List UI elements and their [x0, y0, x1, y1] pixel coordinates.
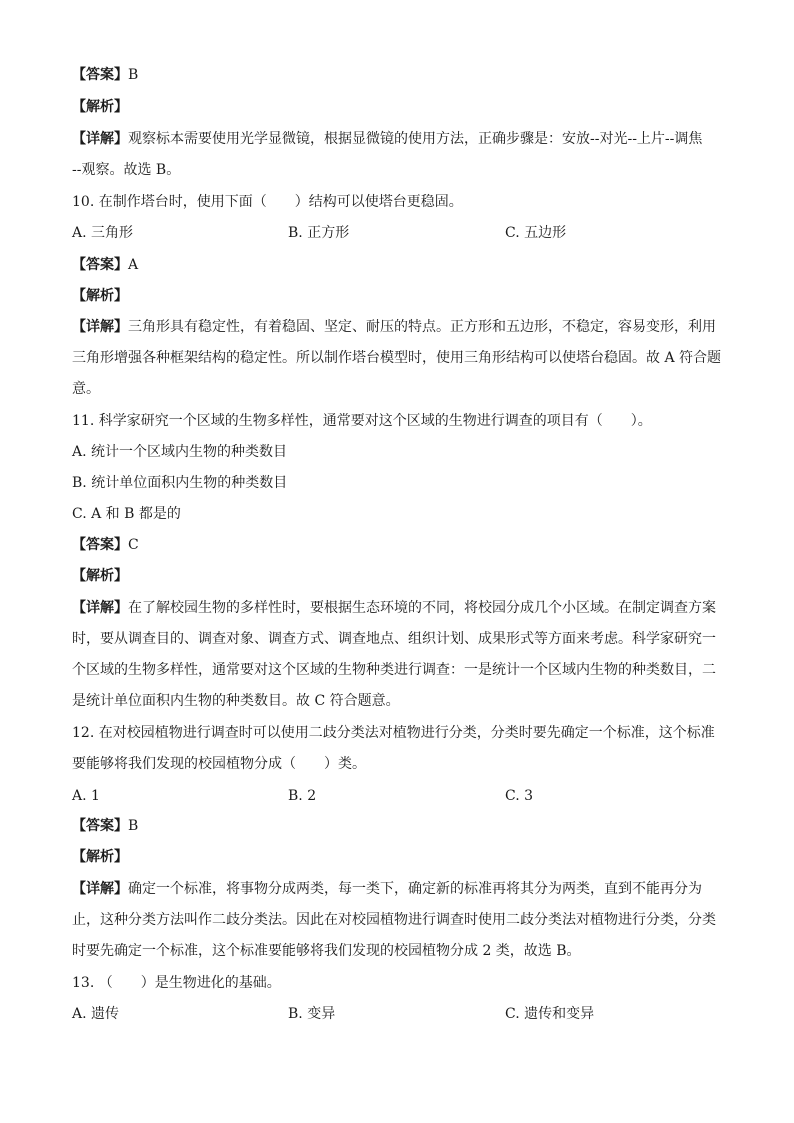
detail-text: 时，要从调查目的、调查对象、调查方式、调查地点、组织计划、成果形式等方面来考虑。科学家研究一 — [72, 631, 716, 647]
answer-line — [72, 816, 138, 836]
answer-value: A — [128, 257, 139, 273]
answer-line — [72, 65, 138, 85]
analysis-line — [72, 286, 128, 306]
analysis-line — [72, 97, 128, 117]
answer-value: B — [128, 818, 139, 834]
question-12: 12. 在对校园植物进行调查时可以使用二歧分类法对植物进行分类，分类时要先确定一个标准，这个标准 — [72, 725, 715, 741]
detail-text: 确定一个标准，将事物分成两类，每一类下，确定新的标准再将其分为两类，直到不能再分为 — [128, 881, 702, 897]
analysis-tag: 【解析】 — [72, 288, 128, 304]
detail-line — [72, 129, 702, 149]
question-11: 11. 科学家研究一个区域的生物多样性，通常要对这个区域的生物进行调查的项目有（ ）。 — [72, 413, 652, 429]
answer-value: B — [128, 67, 139, 83]
question-12-cont: 要能够将我们发现的校园植物分成（ ）类。 — [72, 756, 366, 772]
option-a: A. 三角形 — [72, 225, 134, 241]
detail-text: 观察标本需要使用光学显微镜，根据显微镜的使用方法，正确步骤是：安放--对光--上片--调焦 — [128, 131, 703, 147]
answer-tag: 【答案】 — [72, 818, 128, 834]
option-b: B. 统计单位面积内生物的种类数目 — [72, 475, 288, 491]
question-13: 13. （ ）是生物进化的基础。 — [72, 975, 281, 991]
detail-tag: 【详解】 — [72, 600, 128, 616]
answer-tag: 【答案】 — [72, 67, 128, 83]
detail-text: --观察。故选 B。 — [72, 162, 181, 178]
detail-text: 意。 — [72, 381, 100, 397]
option-c: C. 遗传和变异 — [505, 1006, 595, 1022]
analysis-line — [72, 847, 128, 867]
option-a: A. 1 — [72, 788, 100, 804]
option-c: C. A 和 B 都是的 — [72, 506, 181, 522]
detail-tag: 【详解】 — [72, 319, 128, 335]
detail-tag: 【详解】 — [72, 131, 128, 147]
detail-text: 个区域的生物多样性，通常要对这个区域的生物种类进行调查：一是统计一个区域内生物的种类数目，二 — [72, 662, 716, 678]
analysis-tag: 【解析】 — [72, 99, 128, 115]
analysis-tag: 【解析】 — [72, 849, 128, 865]
option-b: B. 正方形 — [288, 225, 350, 241]
detail-tag: 【详解】 — [72, 881, 128, 897]
option-b: B. 2 — [288, 788, 317, 804]
answer-tag: 【答案】 — [72, 537, 128, 553]
detail-line — [72, 317, 716, 337]
detail-text: 止，这种分类方法叫作二歧分类法。因此在对校园植物进行调查时使用二歧分类法对植物进行分类，分类 — [72, 912, 716, 928]
detail-text: 时要先确定一个标准，这个标准要能够将我们发现的校园植物分成 2 类，故选 B。 — [72, 943, 581, 959]
option-b: B. 变异 — [288, 1006, 336, 1022]
option-c: C. 五边形 — [505, 225, 567, 241]
analysis-line — [72, 566, 128, 586]
option-a: A. 统计一个区域内生物的种类数目 — [72, 444, 288, 460]
option-c: C. 3 — [505, 788, 534, 804]
detail-text: 三角形具有稳定性，有着稳固、坚定、耐压的特点。正方形和五边形，不稳定，容易变形，利用 — [128, 319, 716, 335]
question-10: 10. 在制作塔台时，使用下面（ ）结构可以使塔台更稳固。 — [72, 194, 463, 210]
detail-line — [72, 598, 716, 618]
analysis-tag: 【解析】 — [72, 568, 128, 584]
answer-value: C — [128, 537, 139, 553]
option-a: A. 遗传 — [72, 1006, 120, 1022]
answer-line — [72, 255, 138, 275]
answer-line — [72, 535, 139, 555]
detail-text: 在了解校园生物的多样性时，要根据生态环境的不同，将校园分成几个小区域。在制定调查方案 — [128, 600, 716, 616]
detail-text: 三角形增强各种框架结构的稳定性。所以制作塔台模型时，使用三角形结构可以使塔台稳固。故 A 符合题 — [72, 350, 722, 366]
detail-text: 是统计单位面积内生物的种类数目。故 C 符合题意。 — [72, 693, 400, 709]
answer-tag: 【答案】 — [72, 257, 128, 273]
detail-line — [72, 879, 702, 899]
